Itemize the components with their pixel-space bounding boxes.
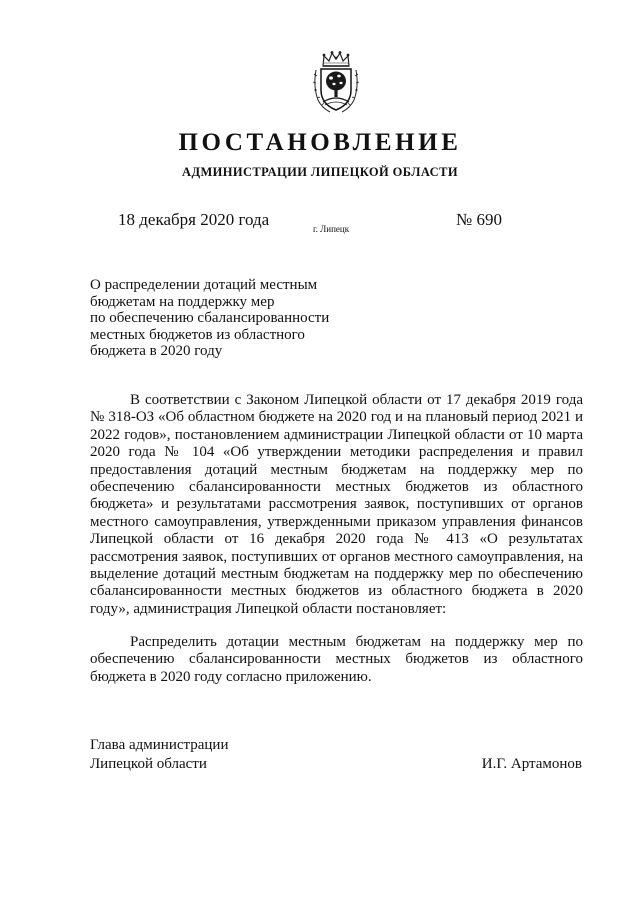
document-city: г. Липецк [313, 224, 350, 234]
body-paragraph-decision: Распределить дотации местным бюджетам на поддержку мер по обеспечению сбалансированности местных бюджетов из областного бюджета в 2020 году согласно приложению. [90, 634, 583, 685]
signatory-position-line: Липецкой области [90, 756, 207, 772]
lipetsk-coat-of-arms-icon [312, 50, 360, 114]
subject-line: бюджета в 2020 году [90, 343, 223, 360]
signatory-position-line: Глава администрации [90, 737, 229, 753]
signatory-name: И.Г. Артамонов [481, 756, 582, 772]
subject-line: бюджетам на поддержку мер [90, 293, 275, 310]
subject-line: местных бюджетов из областного [90, 326, 305, 343]
signatory-position [90, 736, 228, 774]
subject-line: О распределении дотаций местным [90, 277, 318, 293]
document-title: ПОСТАНОВЛЕНИЕ [178, 129, 462, 156]
document-number: № 690 [456, 210, 502, 229]
document-date: 18 декабря 2020 года [118, 210, 270, 229]
body-paragraph-legal-basis: В соответствии с Законом Липецкой области от 17 декабря 2019 года № 318-ОЗ «Об областном бюджете на 2020 год и на плановый период 2021 и 2022 годов», постановлением администрации Липецкой области от 10 марта 2020 года № 104 «Об утверждении методики распределения и правил предоставления дотаций местным бюджетам на поддержку мер по обеспечению сбалансированности местных бюджетов из областного бюджета» и результатами рассмотрения заявок, поступивших от органов местного самоуправления, утвержденными приказом управления финансов Липецкой области от 16 декабря 2020 года № 413 «О результатах рассмотрения заявок, поступивших от органов местного самоуправления, на выделение дотаций местным бюджетам на поддержку мер по обеспечению сбалансированности местных бюджетов из областного бюджета в 2020 году», администрация Липецкой области постановляет: [90, 392, 583, 617]
document-subject [90, 277, 390, 360]
document-subtitle: АДМИНИСТРАЦИИ ЛИПЕЦКОЙ ОБЛАСТИ [182, 165, 458, 179]
subject-line: по обеспечению сбалансированности [90, 310, 330, 327]
